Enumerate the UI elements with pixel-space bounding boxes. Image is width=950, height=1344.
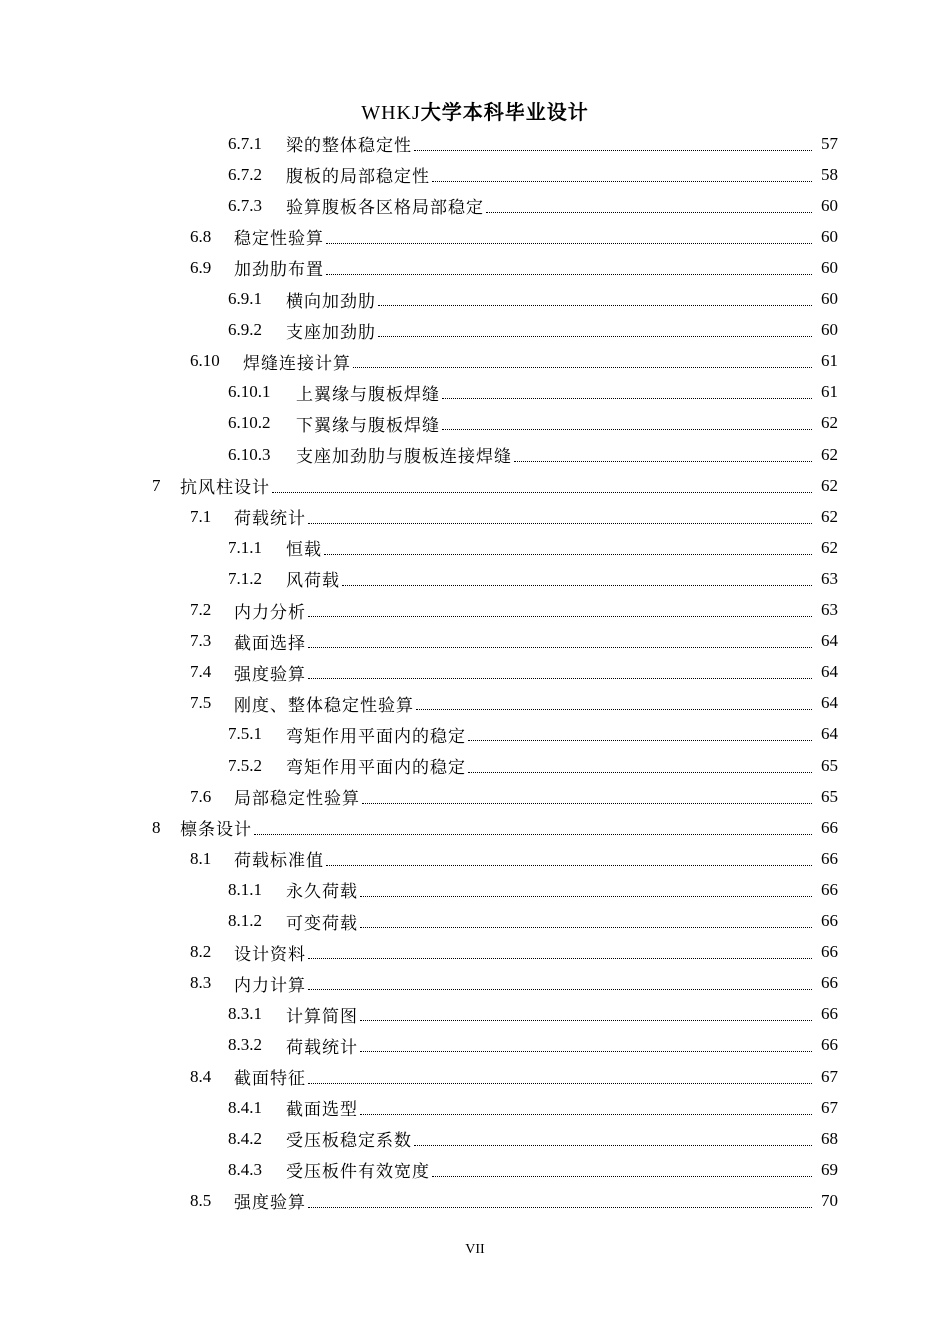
- toc-entry[interactable]: [190, 843, 838, 874]
- toc-entry-page: 66: [821, 911, 838, 930]
- toc-entry[interactable]: [228, 1154, 838, 1185]
- toc-entry-number: 6.9.2: [228, 320, 262, 340]
- toc-entry-page: 64: [821, 631, 838, 651]
- toc-entry-number: 8.3.1: [228, 1004, 262, 1024]
- toc-dot-leader: [442, 397, 812, 399]
- toc-entry[interactable]: [228, 563, 838, 594]
- toc-entry-number: 6.7.3: [228, 195, 262, 215]
- toc-entry-page: 66: [821, 1035, 838, 1055]
- toc-entry[interactable]: [190, 688, 838, 719]
- toc-entry-page: 64: [821, 693, 838, 713]
- toc-dot-leader: [308, 1206, 812, 1208]
- toc-entry-page: 66: [821, 973, 838, 993]
- toc-entry-number: 8.5: [190, 1190, 212, 1210]
- toc-entry[interactable]: [190, 252, 838, 283]
- toc-entry-title: 弯矩作用平面内的稳定: [286, 758, 466, 778]
- toc-dot-leader: [308, 988, 812, 990]
- toc-entry-title: 支座加劲肋与腹板连接焊缝: [296, 447, 512, 467]
- toc-dot-leader: [468, 771, 812, 773]
- toc-entry[interactable]: [190, 595, 838, 626]
- toc-entry-number: 8.4.2: [228, 1128, 262, 1148]
- toc-entry-page: 66: [821, 817, 838, 837]
- toc-entry-page: 62: [821, 475, 838, 495]
- toc-entry[interactable]: [228, 532, 838, 563]
- toc-entry-title: 加劲肋布置: [234, 260, 324, 281]
- toc-entry-title: 恒载: [286, 540, 322, 561]
- toc-entry-number: 6.10: [190, 351, 220, 371]
- toc-entry-title: 荷载统计: [286, 1037, 358, 1058]
- toc-entry[interactable]: [190, 968, 838, 999]
- toc-entry-page: 60: [821, 289, 838, 308]
- toc-entry-number: 7.2: [190, 600, 212, 619]
- toc-entry-title: 梁的整体稳定性: [286, 136, 412, 156]
- toc-entry-page: 65: [821, 755, 838, 775]
- toc-entry-page: 62: [821, 506, 838, 526]
- toc-entry-title: 局部稳定性验算: [234, 789, 360, 810]
- toc-entry-page: 62: [821, 444, 838, 464]
- toc-entry-page: 64: [821, 662, 838, 682]
- toc-entry-page: 58: [821, 164, 838, 184]
- toc-entry-number: 7.1: [190, 506, 212, 526]
- toc-dot-leader: [342, 584, 812, 586]
- toc-entry-page: 61: [821, 351, 838, 371]
- toc-entry-number: 8.3: [190, 973, 212, 993]
- toc-entry-title: 验算腹板各区格局部稳定: [286, 198, 484, 219]
- toc-entry-page: 66: [821, 942, 838, 962]
- toc-entry-title: 截面特征: [234, 1069, 306, 1089]
- toc-dot-leader: [272, 491, 812, 493]
- toc-entry[interactable]: [152, 812, 838, 843]
- toc-entry[interactable]: [228, 719, 838, 750]
- toc-dot-leader: [324, 553, 812, 555]
- toc-entry-title: 稳定性验算: [234, 229, 324, 250]
- toc-entry-title: 受压板稳定系数: [286, 1131, 412, 1152]
- toc-dot-leader: [360, 1113, 812, 1115]
- toc-entry-page: 66: [821, 879, 838, 899]
- toc-dot-leader: [326, 864, 812, 866]
- toc-entry-page: 69: [821, 1159, 838, 1179]
- toc-entry-number: 7.5.2: [228, 755, 262, 775]
- toc-entry-number: 8.1.1: [228, 879, 262, 899]
- toc-entry-title: 风荷载: [286, 571, 340, 592]
- toc-entry-page: 60: [821, 226, 838, 246]
- toc-entry-title: 支座加劲肋: [286, 322, 376, 343]
- toc-dot-leader: [360, 895, 812, 897]
- toc-entry[interactable]: [228, 284, 838, 315]
- toc-entry-title: 荷载统计: [234, 509, 306, 530]
- toc-entry-number: 7.5.1: [228, 724, 262, 744]
- toc-entry[interactable]: [190, 1061, 838, 1092]
- toc-entry[interactable]: [228, 1030, 838, 1061]
- toc-entry-number: 7.6: [190, 786, 212, 806]
- toc-entry-number: 7.1.2: [228, 568, 262, 588]
- toc-entry[interactable]: [190, 626, 838, 657]
- toc-entry-number: 8.4.3: [228, 1159, 262, 1179]
- toc-dot-leader: [360, 926, 812, 928]
- toc-entry-page: 67: [821, 1066, 838, 1086]
- toc-entry[interactable]: [190, 937, 838, 968]
- toc-entry-number: 7.4: [190, 662, 212, 682]
- toc-dot-leader: [442, 428, 812, 430]
- toc-entry-number: 7.1.1: [228, 537, 262, 557]
- toc-entry[interactable]: [190, 501, 838, 532]
- toc-dot-leader: [486, 211, 812, 213]
- toc-entry-page: 62: [821, 413, 838, 433]
- toc-dot-leader: [416, 708, 812, 710]
- toc-dot-leader: [360, 1019, 812, 1021]
- toc-dot-leader: [308, 615, 812, 617]
- toc-entry-page: 66: [821, 848, 838, 868]
- toc-entry-title: 焊缝连接计算: [243, 353, 351, 374]
- toc-entry-number: 6.10.1: [228, 382, 271, 402]
- toc-entry-number: 8.3.2: [228, 1035, 262, 1055]
- toc-entry[interactable]: [190, 346, 838, 377]
- toc-dot-leader: [514, 460, 812, 462]
- toc-entry-number: 7: [152, 475, 161, 495]
- toc-dot-leader: [468, 739, 812, 741]
- toc-entry-number: 8.1: [190, 848, 212, 868]
- toc-entry-title: 内力计算: [234, 975, 306, 996]
- toc-dot-leader: [378, 335, 812, 337]
- toc-entry[interactable]: [228, 128, 838, 159]
- toc-entry[interactable]: [228, 906, 838, 937]
- toc-entry-number: 6.9.1: [228, 289, 262, 308]
- toc-dot-leader: [414, 1144, 812, 1146]
- toc-entry[interactable]: [228, 1123, 838, 1154]
- toc-entry-number: 7.3: [190, 631, 212, 651]
- toc-entry-title: 下翼缘与腹板焊缝: [296, 415, 440, 436]
- toc-dot-leader: [308, 677, 812, 679]
- toc-entry-title: 弯矩作用平面内的稳定: [286, 726, 466, 747]
- toc-entry-title: 永久荷载: [286, 882, 358, 903]
- toc-entry-page: 65: [821, 786, 838, 806]
- toc-entry[interactable]: [190, 1185, 838, 1216]
- toc-dot-leader: [362, 802, 812, 804]
- toc-dot-leader: [432, 1175, 812, 1177]
- toc-dot-leader: [378, 304, 812, 306]
- toc-entry-page: 67: [821, 1097, 838, 1117]
- toc-dot-leader: [308, 1082, 812, 1084]
- toc-dot-leader: [308, 957, 812, 959]
- toc-entry-number: 8.2: [190, 942, 212, 962]
- toc-entry-page: 60: [821, 320, 838, 340]
- toc-entry-title: 上翼缘与腹板焊缝: [296, 384, 440, 405]
- toc-entry[interactable]: [228, 377, 838, 408]
- toc-entry[interactable]: [228, 1092, 838, 1123]
- toc-entry[interactable]: [190, 221, 838, 252]
- toc-entry[interactable]: [228, 408, 838, 439]
- toc-entry-page: 70: [821, 1190, 838, 1210]
- toc-dot-leader: [326, 273, 812, 275]
- toc-entry-page: 61: [821, 382, 838, 402]
- toc-entry[interactable]: [228, 315, 838, 346]
- toc-entry-title: 抗风柱设计: [180, 478, 270, 499]
- toc-entry-title: 计算简图: [286, 1006, 358, 1027]
- toc-entry-number: 6.7.1: [228, 133, 262, 153]
- toc-entry-number: 6.7.2: [228, 164, 262, 184]
- toc-entry-title: 刚度、整体稳定性验算: [234, 695, 414, 716]
- toc-entry-number: 8.4.1: [228, 1097, 262, 1117]
- toc-entry[interactable]: [190, 657, 838, 688]
- toc-entry-title: 截面选择: [234, 633, 306, 654]
- toc-entry[interactable]: [228, 439, 838, 470]
- page-number: VII: [465, 1242, 485, 1257]
- toc-entry[interactable]: [228, 874, 838, 905]
- header-latin: WHKJ: [361, 102, 421, 124]
- toc-entry-number: 6.8: [190, 226, 212, 246]
- toc-entry-page: 68: [821, 1128, 838, 1148]
- toc-entry-page: 66: [821, 1004, 838, 1024]
- toc-entry-number: 8.1.2: [228, 911, 262, 930]
- toc-entry-title: 内力分析: [234, 602, 306, 623]
- header-title: 大学本科毕业设计: [420, 100, 589, 124]
- toc-entry-number: 8.4: [190, 1066, 212, 1086]
- toc-entry-title: 腹板的局部稳定性: [286, 167, 430, 188]
- toc-entry[interactable]: [228, 190, 838, 221]
- toc-entry-number: 6.9: [190, 257, 212, 277]
- toc-entry[interactable]: [228, 750, 838, 781]
- toc-entry-page: 57: [821, 133, 838, 153]
- toc-entry[interactable]: [190, 781, 838, 812]
- toc-entry[interactable]: [152, 470, 838, 501]
- toc-entry-title: 强度验算: [234, 1193, 306, 1214]
- toc-entry-number: 6.10.3: [228, 444, 271, 464]
- toc-entry-number: 8: [152, 817, 161, 837]
- toc-entry-title: 强度验算: [234, 664, 306, 685]
- toc-entry-page: 63: [821, 600, 838, 619]
- toc-entry-title: 檩条设计: [180, 820, 252, 841]
- toc-entry-title: 可变荷载: [286, 913, 358, 934]
- toc-entry-page: 64: [821, 724, 838, 744]
- toc-dot-leader: [432, 180, 812, 182]
- toc-dot-leader: [308, 522, 812, 524]
- toc-entry-title: 截面选型: [286, 1100, 358, 1121]
- toc-dot-leader: [326, 242, 812, 244]
- toc-entry-number: 7.5: [190, 693, 212, 713]
- toc-dot-leader: [308, 646, 812, 648]
- toc-dot-leader: [353, 366, 812, 368]
- toc-entry[interactable]: [228, 159, 838, 190]
- toc-entry-title: 横向加劲肋: [286, 291, 376, 312]
- toc-entry-page: 60: [821, 257, 838, 277]
- toc-entry-page: 62: [821, 537, 838, 557]
- toc-dot-leader: [360, 1050, 812, 1052]
- toc-entry-title: 受压板件有效宽度: [286, 1162, 430, 1183]
- toc-entry-title: 设计资料: [234, 944, 306, 965]
- toc-entry-page: 63: [821, 568, 838, 588]
- toc-entry-number: 6.10.2: [228, 413, 271, 433]
- page-header: [0, 96, 950, 125]
- toc-dot-leader: [254, 833, 812, 835]
- toc-entry[interactable]: [228, 999, 838, 1030]
- toc-entry-page: 60: [821, 195, 838, 215]
- toc-entry-title: 荷载标准值: [234, 851, 324, 872]
- toc-dot-leader: [414, 149, 812, 151]
